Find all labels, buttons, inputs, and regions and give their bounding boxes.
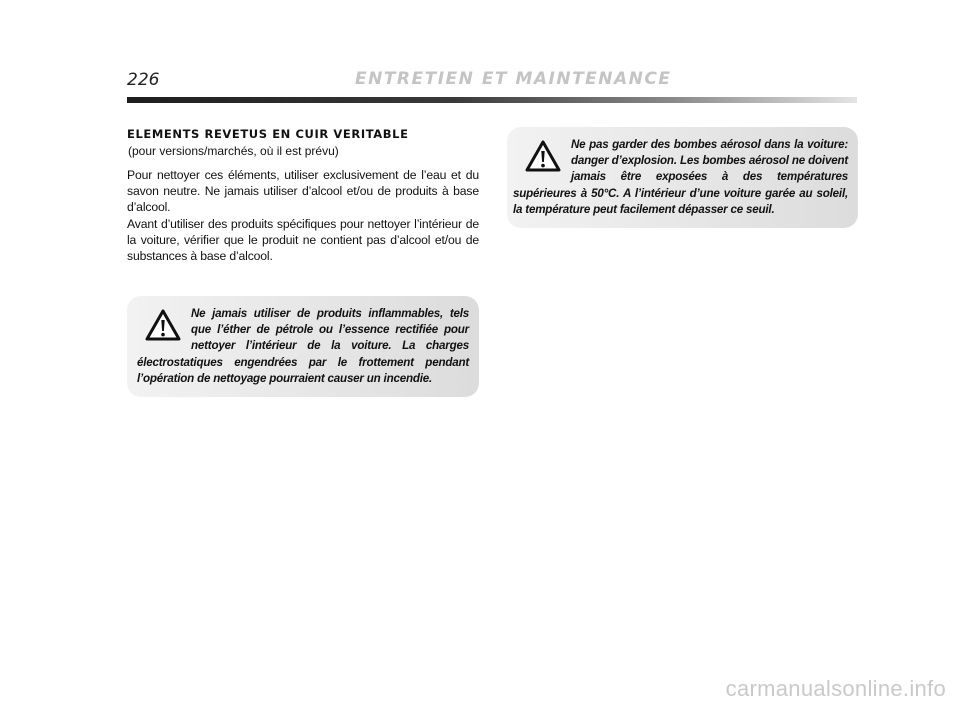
- page-number: 226: [127, 70, 160, 90]
- watermark: carmanualsonline.info: [725, 676, 946, 701]
- warning-box-flammable: [127, 296, 479, 397]
- paragraph-cleaning: Pour nettoyer ces éléments, utiliser exclusivement de l’eau et du savon neutre. Ne jamais utiliser d’alcool et/ou de produits à base d’alcool.: [127, 168, 479, 215]
- section-subtitle: (pour versions/marchés, où il est prévu): [128, 144, 339, 158]
- header-rule: [127, 97, 857, 103]
- paragraph-products: Avant d’utiliser des produits spécifiques pour nettoyer l’intérieur de la voiture, vérifier que le produit ne contient pas d’alcool et/ou de substances à base d’alcool.: [127, 216, 479, 264]
- section-title: ELEMENTS REVETUS EN CUIR VERITABLE: [127, 127, 409, 141]
- warning-triangle-icon: [145, 309, 181, 341]
- warning-text-flammable: Ne jamais utiliser de produits inflammables, tels que l’éther de pétrole ou l’essence rectifiée pour nettoyer l’intérieur de la voiture. La charges électrostatiques engendrées par le frottement pendant l’opération de nettoyage pourraient causer un incendie.: [137, 307, 469, 385]
- warning-box-aerosol: [507, 127, 858, 228]
- warning-triangle-icon: [525, 140, 561, 172]
- warning-text-aerosol: Ne pas garder des bombes aérosol dans la voiture: danger d’explosion. Les bombes aérosol ne doivent jamais être exposées à des températures supérieures à 50°C. A l’intérieur d’une voiture garée au soleil, la température peut facilement dépasser ce seuil.: [513, 138, 848, 216]
- running-title: ENTRETIEN ET MAINTENANCE: [355, 69, 672, 89]
- leather-section: [127, 126, 479, 264]
